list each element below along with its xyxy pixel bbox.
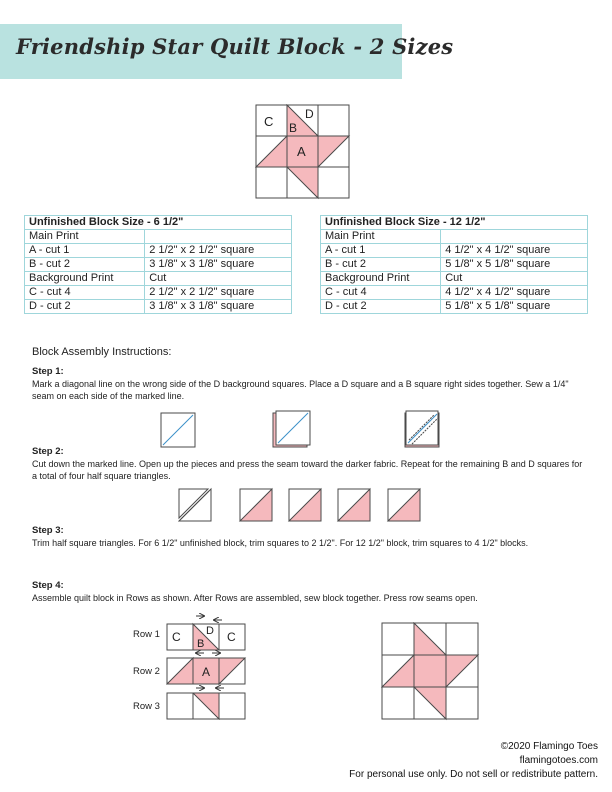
step-1-label: Step 1: bbox=[32, 366, 64, 377]
block-diagram bbox=[255, 104, 351, 200]
step-1-figure bbox=[160, 410, 440, 450]
row-2-label: Row 2 bbox=[133, 666, 160, 677]
cutting-table-6 bbox=[24, 215, 292, 314]
block-cell bbox=[446, 623, 478, 655]
svg-text:A: A bbox=[202, 665, 211, 679]
svg-text:C: C bbox=[172, 630, 181, 644]
table-row: A - cut 1 2 1/2" x 2 1/2" square bbox=[25, 244, 292, 258]
table-header: Unfinished Block Size - 12 1/2" bbox=[321, 216, 588, 230]
block-cell bbox=[382, 687, 414, 719]
site-link[interactable]: flamingotoes.com bbox=[519, 755, 598, 766]
label-b: B bbox=[289, 121, 298, 135]
table-row: B - cut 2 5 1/8" x 5 1/8" square bbox=[321, 258, 588, 272]
block-cell bbox=[318, 167, 349, 198]
step-2-text: Cut down the marked line. Open up the pieces and press the seam toward the darker fabric. Repeat for the remaining B and D squares for a total of four half square triangles. bbox=[32, 459, 583, 481]
table-row: D - cut 2 5 1/8" x 5 1/8" square bbox=[321, 300, 588, 314]
table-row: Background Print Cut bbox=[321, 272, 588, 286]
label-c: C bbox=[264, 114, 274, 129]
block-cell bbox=[446, 687, 478, 719]
table-row: Main Print bbox=[25, 230, 292, 244]
step-2-figure bbox=[178, 486, 438, 526]
table-row: Main Print bbox=[321, 230, 588, 244]
table-row: C - cut 4 4 1/2" x 4 1/2" square bbox=[321, 286, 588, 300]
label-a: A bbox=[297, 144, 306, 159]
step-3-label: Step 3: bbox=[32, 525, 64, 536]
label-d: D bbox=[305, 107, 314, 121]
table-row: B - cut 2 3 1/8" x 3 1/8" square bbox=[25, 258, 292, 272]
rows-figure bbox=[166, 610, 252, 720]
row-1-label: Row 1 bbox=[133, 629, 160, 640]
step-1-text: Mark a diagonal line on the wrong side of the D background squares. Place a D square and a B square right sides together. Sew a 1/4" seam on each side of the marked line. bbox=[32, 379, 569, 401]
step-2-label: Step 2: bbox=[32, 446, 64, 457]
table-row: Background Print Cut bbox=[25, 272, 292, 286]
table-row: D - cut 2 3 1/8" x 3 1/8" square bbox=[25, 300, 292, 314]
step-4-text: Assemble quilt block in Rows as shown. After Rows are assembled, sew block together. Press row seams open. bbox=[32, 593, 478, 603]
usage-notice: For personal use only. Do not sell or redistribute pattern. bbox=[349, 769, 598, 780]
block-cell bbox=[382, 623, 414, 655]
cutting-table-12 bbox=[320, 215, 588, 314]
block-cell bbox=[256, 167, 287, 198]
svg-text:D: D bbox=[206, 625, 214, 637]
finished-block bbox=[381, 622, 481, 722]
svg-text:C: C bbox=[227, 630, 236, 644]
step-4-label: Step 4: bbox=[32, 580, 64, 591]
table-header: Unfinished Block Size - 6 1/2" bbox=[25, 216, 292, 230]
block-cell bbox=[318, 105, 349, 136]
instructions-heading: Block Assembly Instructions: bbox=[32, 346, 172, 358]
table-row: C - cut 4 2 1/2" x 2 1/2" square bbox=[25, 286, 292, 300]
svg-text:B: B bbox=[197, 638, 205, 650]
page-title: Friendship Star Quilt Block - 2 Sizes bbox=[16, 34, 454, 59]
table-row: A - cut 1 4 1/2" x 4 1/2" square bbox=[321, 244, 588, 258]
copyright: ©2020 Flamingo Toes bbox=[500, 741, 598, 752]
step-3-text: Trim half square triangles. For 6 1/2" unfinished block, trim squares to 2 1/2". For 12 1/2" block, trim squares to 4 1/2" blocks. bbox=[32, 538, 529, 548]
row-3-label: Row 3 bbox=[133, 701, 160, 712]
